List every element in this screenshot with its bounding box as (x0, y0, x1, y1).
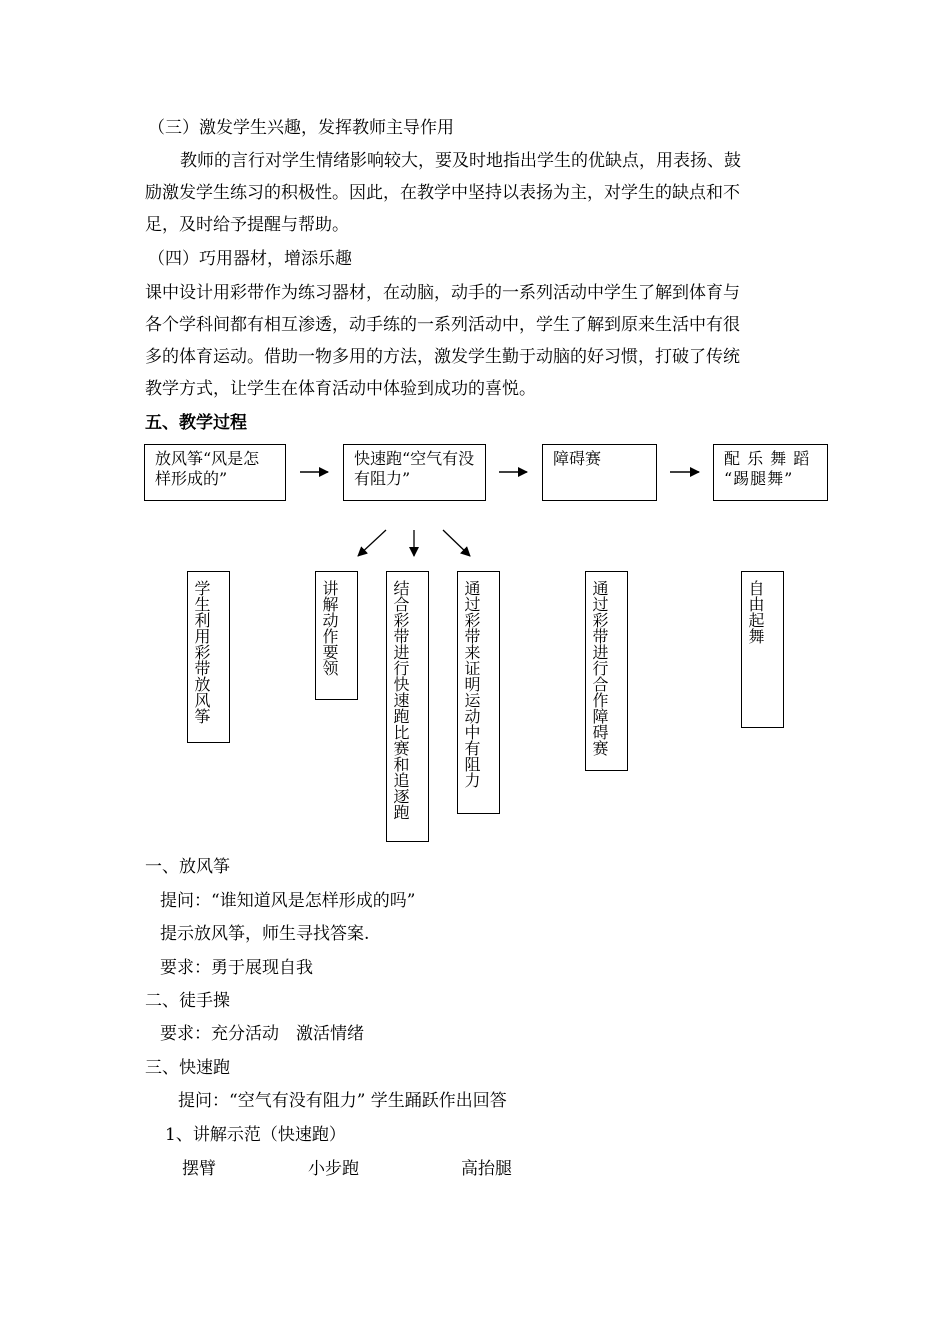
step-box-kite (144, 444, 286, 501)
step-box-obstacle (542, 444, 657, 501)
section-4-line-3: 多的体育运动。借助一物多用的方法，激发学生勤于动脑的好习惯，打破了传统 (145, 347, 740, 367)
section-3-line-1: 教师的言行对学生情绪影响较大，要及时地指出学生的优缺点，用表扬、鼓 (180, 151, 741, 171)
sub-box-obstacle-race (585, 571, 628, 771)
sub-label-resistance: 通过彩带来证明运动中有阻力 (462, 580, 481, 788)
sub-label-explain: 讲解动作要领 (320, 580, 339, 676)
move-high-knees: 高抬腿 (461, 1159, 512, 1179)
sub-box-free-dance (741, 571, 784, 728)
part-3-title: 三、快速跑 (145, 1058, 230, 1078)
sub-label-kite: 学生利用彩带放风筝 (192, 580, 211, 724)
sub-label-ribbon-race: 结合彩带进行快速跑比赛和追逐跑 (391, 580, 410, 820)
sub-box-resistance (457, 571, 500, 814)
part-2-requirement: 要求：充分活动 激活情绪 (160, 1024, 364, 1044)
part-2-title: 二、徒手操 (145, 991, 230, 1011)
part-1-title: 一、放风筝 (145, 857, 230, 877)
sub-box-explain (315, 571, 358, 700)
step-label-fast-run: 快速跑“空气有没有阻力” (354, 449, 475, 488)
part-3-question: 提问：“空气有没有阻力” 学生踊跃作出回答 (178, 1091, 507, 1111)
section-3-line-3: 足，及时给予提醒与帮助。 (145, 215, 349, 235)
sub-label-obstacle-race: 通过彩带进行合作障碍赛 (590, 580, 609, 756)
arrow-run-right (443, 530, 470, 556)
step-box-fast-run (343, 444, 486, 501)
sub-box-kite (187, 571, 230, 743)
section-4-line-2: 各个学科间都有相互渗透，动手练的一系列活动中，学生了解到原来生活中有很 (145, 315, 740, 335)
section-4-line-4: 教学方式，让学生在体育活动中体验到成功的喜悦。 (145, 379, 536, 399)
part-1-hint: 提示放风筝，师生寻找答案. (160, 924, 370, 944)
section-4-line-1: 课中设计用彩带作为练习器材，在动脑，动手的一系列活动中学生了解到体育与 (145, 283, 740, 303)
sub-box-ribbon-race (386, 571, 429, 842)
step-label-kite: 放风筝“风是怎样形成的” (155, 449, 260, 488)
section-4-heading: （四）巧用器材，增添乐趣 (148, 249, 352, 269)
sub-label-free-dance: 自由起舞 (746, 580, 765, 644)
step-label-dance: 配 乐 舞 蹈 “踢腿舞” (724, 449, 811, 488)
process-heading: 五、教学过程 (145, 413, 247, 433)
step-label-obstacle: 障碍赛 (553, 449, 602, 468)
arrow-run-left (358, 530, 386, 556)
section-3-line-2: 励激发学生练习的积极性。因此，在教学中坚持以表扬为主，对学生的缺点和不 (145, 183, 740, 203)
part-1-question: 提问：“谁知道风是怎样形成的吗” (160, 891, 416, 911)
section-3-heading: （三）激发学生兴趣，发挥教师主导作用 (148, 118, 454, 138)
part-1-requirement: 要求：勇于展现自我 (160, 958, 313, 978)
step-box-dance (713, 444, 828, 501)
move-small-steps: 小步跑 (308, 1159, 359, 1179)
part-3-item-1: 1、讲解示范（快速跑） (165, 1125, 346, 1145)
move-arm-swing: 摆臂 (182, 1159, 216, 1179)
